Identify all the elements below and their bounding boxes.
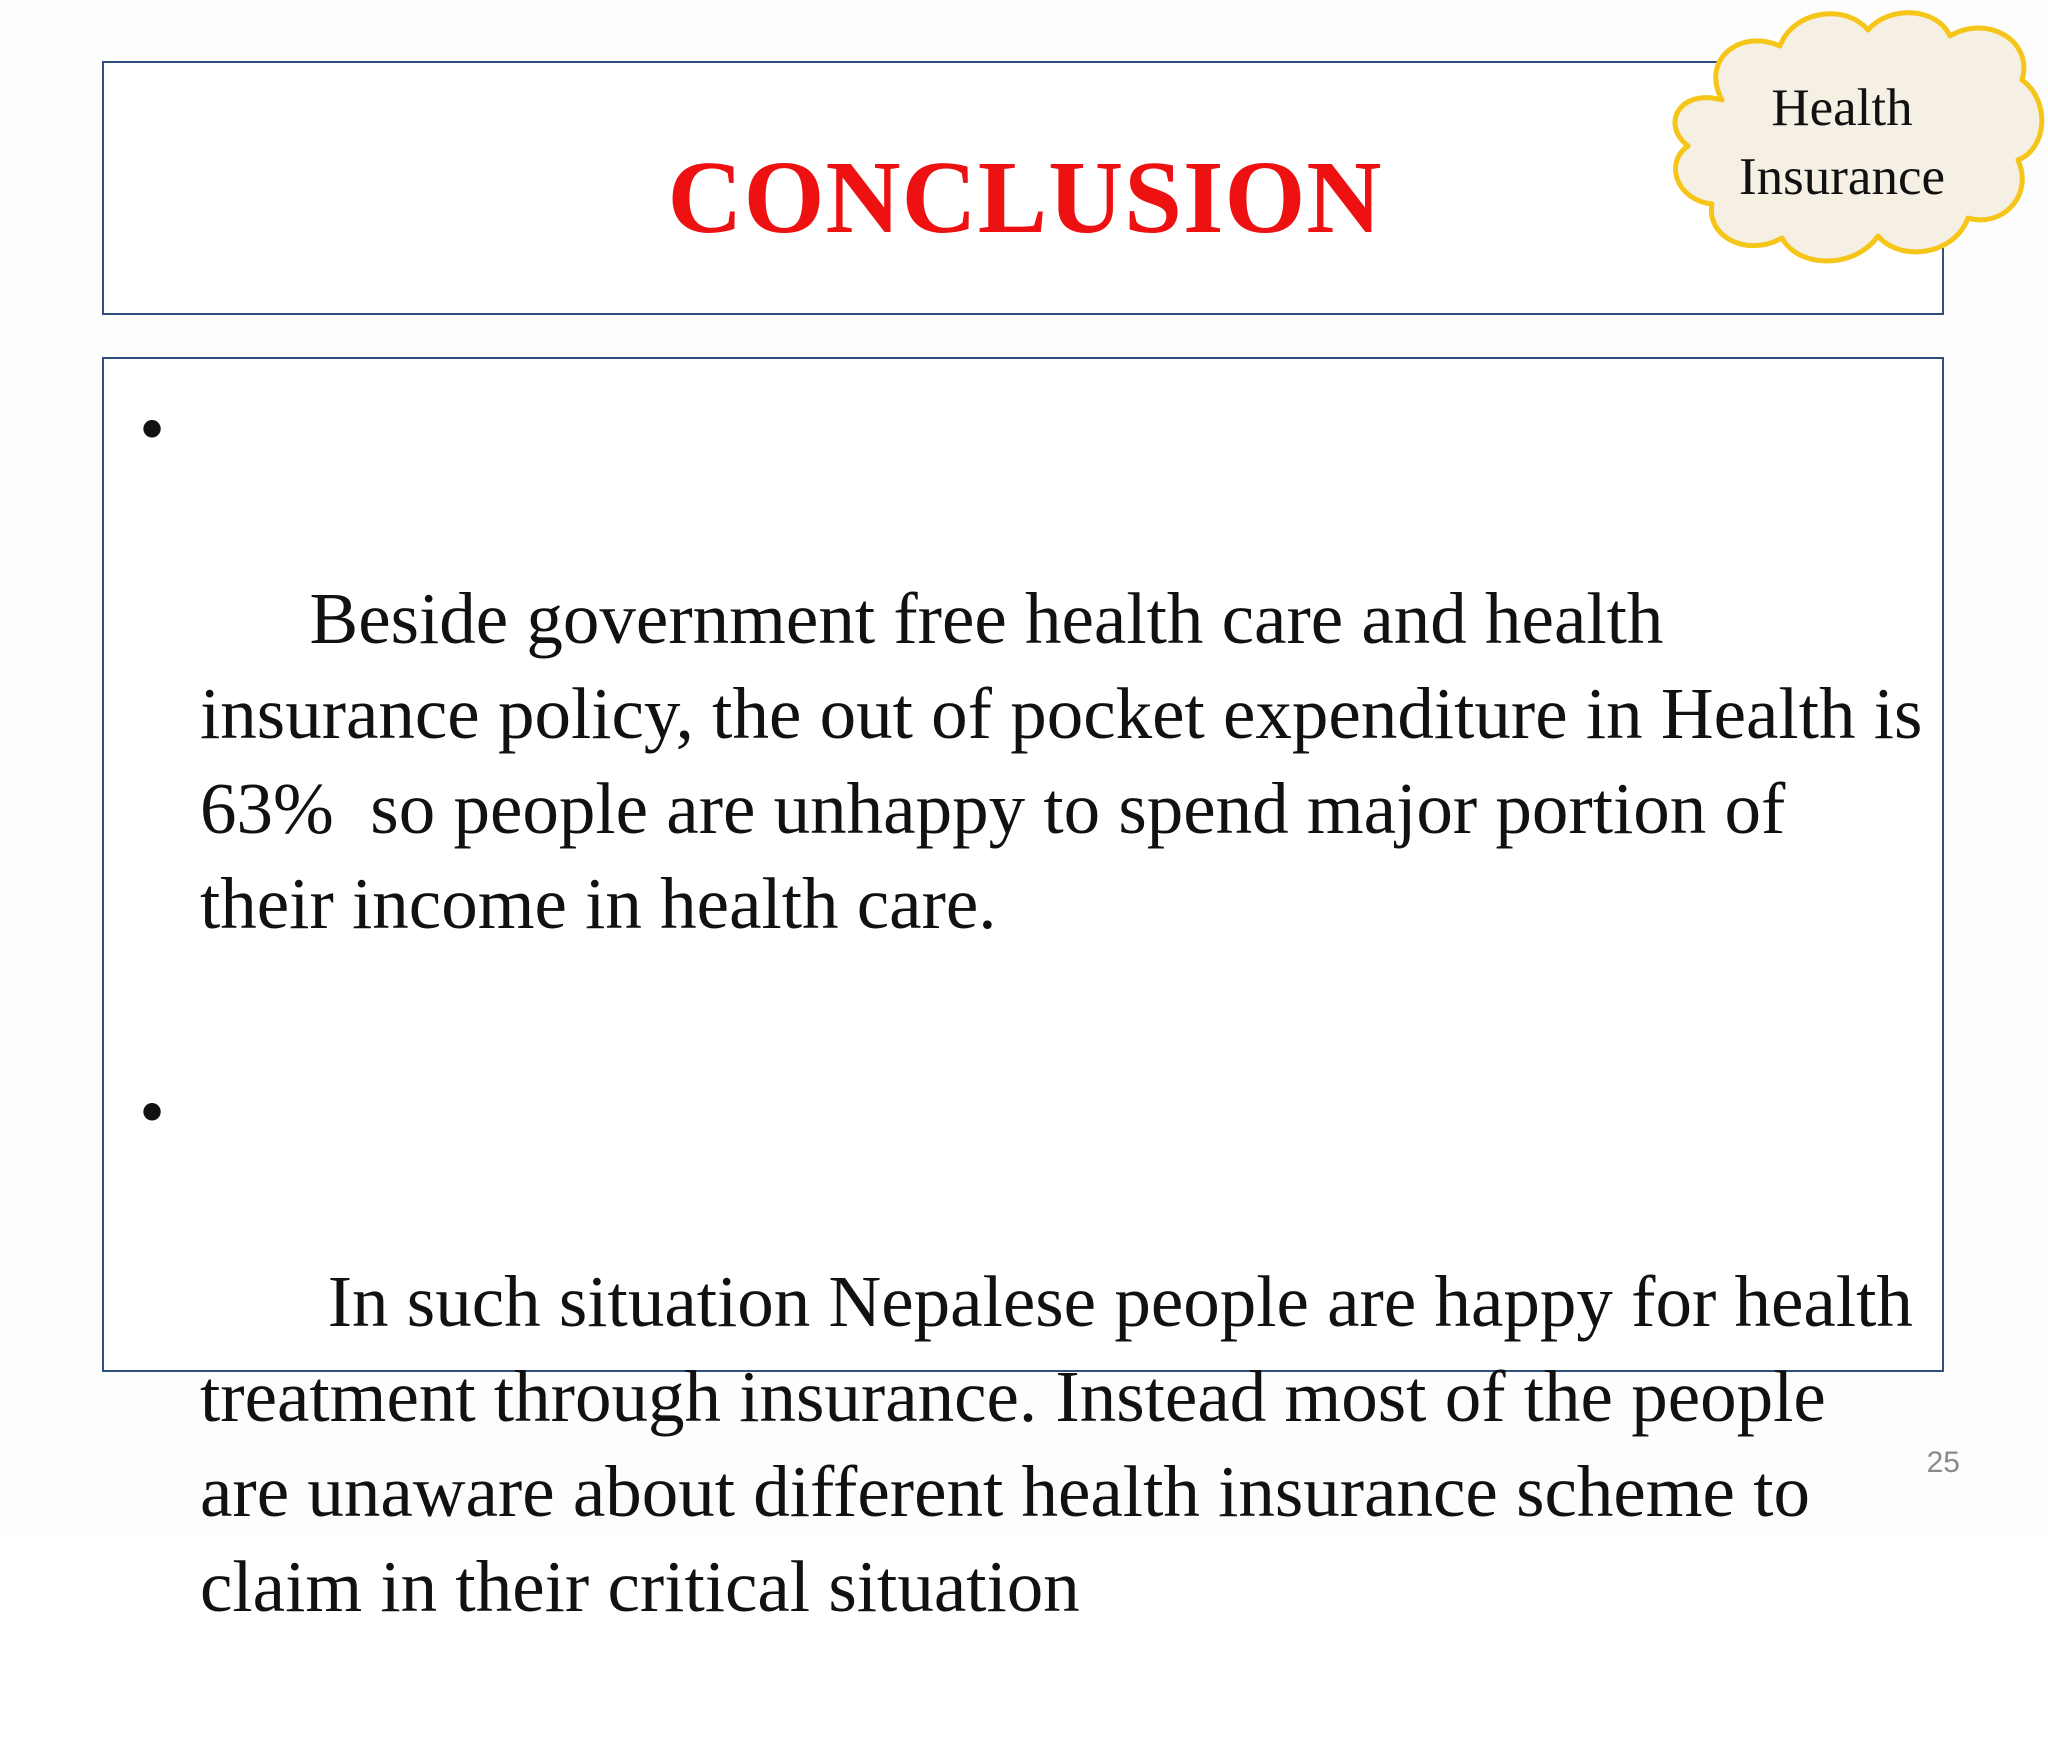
bullet-text: Beside government free health care and health insurance policy, the out of pocket expenditure in Health is 63% so people are unhappy to spend major portion of their income in health care. [200, 578, 1941, 944]
bullet-marker: • [139, 388, 165, 469]
page-number: 25 [1926, 1446, 1960, 1479]
slide-title: CONCLUSION [667, 139, 1383, 255]
bullet-item [104, 381, 1946, 1046]
badge-label-line1: Health [1771, 79, 1913, 137]
bullet-list [104, 381, 1946, 1747]
bullet-item [104, 1064, 1946, 1729]
badge-label-line2: Insurance [1739, 148, 1945, 206]
health-insurance-badge [1630, 0, 2048, 300]
bullet-marker: • [139, 1071, 165, 1152]
badge-label [1660, 74, 2024, 212]
bullet-text: In such situation Nepalese people are happy for health treatment through insurance. Instead most of the people are unaware about different health insurance scheme to claim in their critical situation [200, 1261, 1932, 1627]
